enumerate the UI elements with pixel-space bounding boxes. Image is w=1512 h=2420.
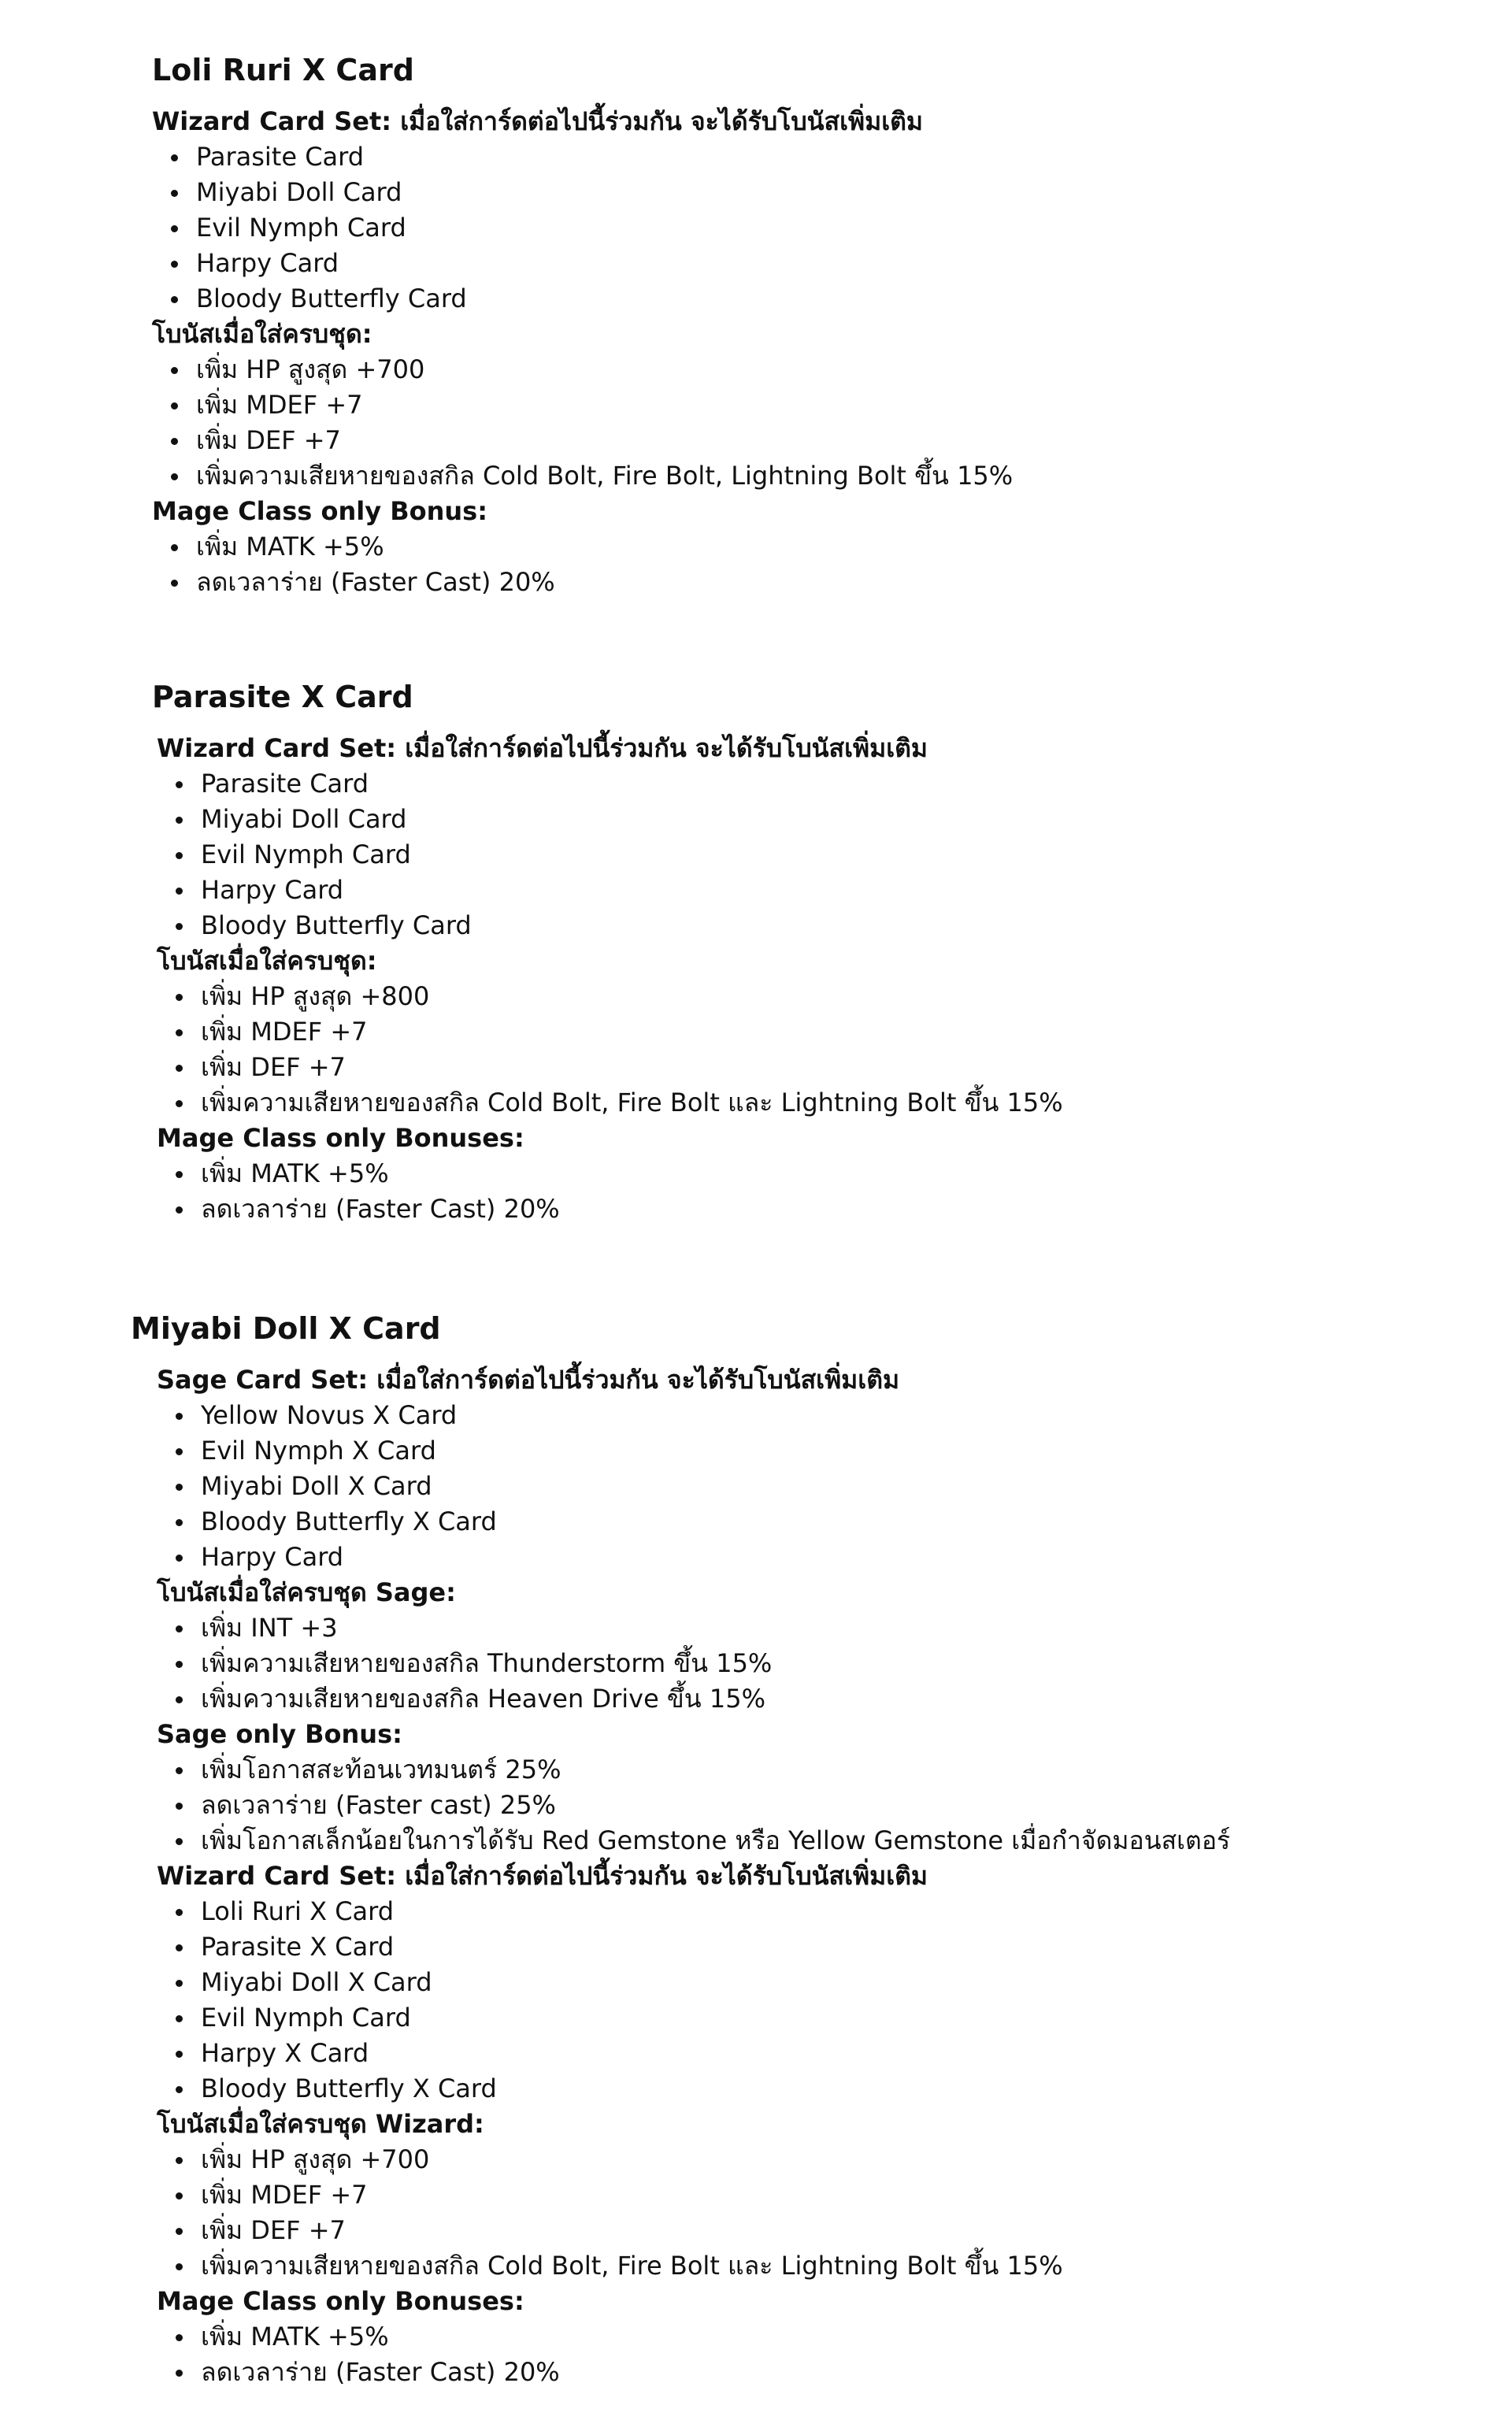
bonus-label: โบนัสเมื่อใส่ครบชุด: [152, 319, 372, 349]
list-item: ลดเวลาร่าย (Faster Cast) 20% [157, 2355, 1230, 2390]
list-item: เพิ่ม MDEF +7 [152, 387, 1013, 423]
wizard-set-block [157, 1859, 1230, 2107]
list-item: เพิ่ม DEF +7 [152, 423, 1013, 458]
sage-only-bonus-block [157, 1717, 1230, 1859]
section-content [157, 1362, 1230, 2390]
list-item: เพิ่ม HP สูงสุด +700 [152, 352, 1013, 387]
section-title: Parasite X Card [152, 680, 413, 714]
set-label: Sage Card Set: เมื่อใส่การ์ดต่อไปนี้ร่วมกัน จะได้รับโบนัสเพิ่มเติม [157, 1365, 900, 1395]
card-section-parasite [152, 679, 1063, 1227]
list-item: Evil Nymph X Card [157, 1433, 1230, 1469]
list-item: ลดเวลาร่าย (Faster Cast) 20% [152, 565, 1013, 600]
item-list [157, 1752, 1230, 1859]
item-list [157, 1398, 1230, 1575]
sage-bonus-block [157, 1575, 1230, 1717]
set-label: Wizard Card Set: เมื่อใส่การ์ดต่อไปนี้ร่วมกัน จะได้รับโบนัสเพิ่มเติม [157, 1861, 928, 1891]
item-list [152, 529, 1013, 600]
bonus-label: โบนัสเมื่อใส่ครบชุด: [157, 946, 377, 976]
bonus-label: โบนัสเมื่อใส่ครบชุด Sage: [157, 1577, 456, 1607]
set-label: Wizard Card Set: เมื่อใส่การ์ดต่อไปนี้ร่วมกัน จะได้รับโบนัสเพิ่มเติม [152, 106, 923, 136]
list-item: Harpy Card [157, 873, 1063, 908]
section-content [157, 731, 1063, 1227]
class-bonus-block [157, 1121, 1063, 1227]
list-item: เพิ่ม MATK +5% [152, 529, 1013, 565]
item-list [157, 1156, 1063, 1227]
bonus-block [157, 943, 1063, 1121]
list-item: Evil Nymph Card [157, 837, 1063, 873]
set-block [157, 731, 1063, 943]
list-item: เพิ่ม INT +3 [157, 1610, 1230, 1646]
list-item: Miyabi Doll X Card [157, 1965, 1230, 2000]
item-list [157, 2319, 1230, 2390]
section-title: Miyabi Doll X Card [131, 1311, 441, 1346]
list-item: Harpy Card [152, 246, 1013, 281]
item-list [152, 139, 1013, 317]
list-item: Parasite Card [157, 766, 1063, 802]
list-item: Evil Nymph Card [152, 210, 1013, 246]
list-item: เพิ่ม MATK +5% [157, 2319, 1230, 2355]
item-list [157, 979, 1063, 1121]
list-item: เพิ่มความเสียหายของสกิล Cold Bolt, Fire Bolt และ Lightning Bolt ขึ้น 15% [157, 1085, 1063, 1121]
class-bonus-label: Mage Class only Bonuses: [157, 2286, 524, 2316]
class-bonus-label: Sage only Bonus: [157, 1719, 402, 1749]
sage-set-block [157, 1362, 1230, 1575]
list-item: เพิ่ม HP สูงสุด +800 [157, 979, 1063, 1014]
item-list [157, 1610, 1230, 1717]
set-block [152, 104, 1013, 317]
list-item: เพิ่มความเสียหายของสกิล Thunderstorm ขึ้น 15% [157, 1646, 1230, 1681]
list-item: เพิ่ม MATK +5% [157, 1156, 1063, 1191]
bonus-label: โบนัสเมื่อใส่ครบชุด Wizard: [157, 2109, 484, 2139]
list-item: Parasite X Card [157, 1929, 1230, 1965]
list-item: Bloody Butterfly X Card [157, 2071, 1230, 2107]
section-title: Loli Ruri X Card [152, 53, 414, 87]
list-item: Bloody Butterfly X Card [157, 1504, 1230, 1540]
item-list [157, 2142, 1230, 2284]
list-item: เพิ่ม HP สูงสุด +700 [157, 2142, 1230, 2177]
list-item: เพิ่ม DEF +7 [157, 1050, 1063, 1085]
class-bonus-label: Mage Class only Bonuses: [157, 1123, 524, 1153]
list-item: Parasite Card [152, 139, 1013, 175]
list-item: Miyabi Doll Card [152, 175, 1013, 210]
list-item: Bloody Butterfly Card [157, 908, 1063, 943]
list-item: Evil Nymph Card [157, 2000, 1230, 2036]
class-bonus-block [152, 494, 1013, 600]
class-bonus-label: Mage Class only Bonus: [152, 496, 487, 526]
list-item: Harpy Card [157, 1540, 1230, 1575]
list-item: Harpy X Card [157, 2036, 1230, 2071]
list-item: เพิ่มความเสียหายของสกิล Heaven Drive ขึ้น 15% [157, 1681, 1230, 1717]
section-content [152, 104, 1013, 600]
list-item: เพิ่ม MDEF +7 [157, 1014, 1063, 1050]
list-item: Loli Ruri X Card [157, 1894, 1230, 1929]
list-item: เพิ่มโอกาสเล็กน้อยในการได้รับ Red Gemstone หรือ Yellow Gemstone เมื่อกำจัดมอนสเตอร์ [157, 1823, 1230, 1859]
list-item: เพิ่มความเสียหายของสกิล Cold Bolt, Fire Bolt, Lightning Bolt ขึ้น 15% [152, 458, 1013, 494]
item-list [157, 1894, 1230, 2107]
card-section-miyabi-doll [131, 1310, 1230, 2390]
set-label: Wizard Card Set: เมื่อใส่การ์ดต่อไปนี้ร่วมกัน จะได้รับโบนัสเพิ่มเติม [157, 733, 928, 763]
bonus-block [152, 317, 1013, 494]
list-item: เพิ่ม MDEF +7 [157, 2177, 1230, 2213]
card-section-loli-ruri [152, 52, 1013, 600]
wizard-bonus-block [157, 2107, 1230, 2284]
list-item: Bloody Butterfly Card [152, 281, 1013, 317]
list-item: ลดเวลาร่าย (Faster Cast) 20% [157, 1191, 1063, 1227]
mage-bonus-block [157, 2284, 1230, 2390]
list-item: เพิ่มความเสียหายของสกิล Cold Bolt, Fire Bolt และ Lightning Bolt ขึ้น 15% [157, 2248, 1230, 2284]
list-item: เพิ่มโอกาสสะท้อนเวทมนตร์ 25% [157, 1752, 1230, 1788]
item-list [157, 766, 1063, 943]
list-item: ลดเวลาร่าย (Faster cast) 25% [157, 1788, 1230, 1823]
item-list [152, 352, 1013, 494]
list-item: Yellow Novus X Card [157, 1398, 1230, 1433]
list-item: เพิ่ม DEF +7 [157, 2213, 1230, 2248]
list-item: Miyabi Doll X Card [157, 1469, 1230, 1504]
list-item: Miyabi Doll Card [157, 802, 1063, 837]
